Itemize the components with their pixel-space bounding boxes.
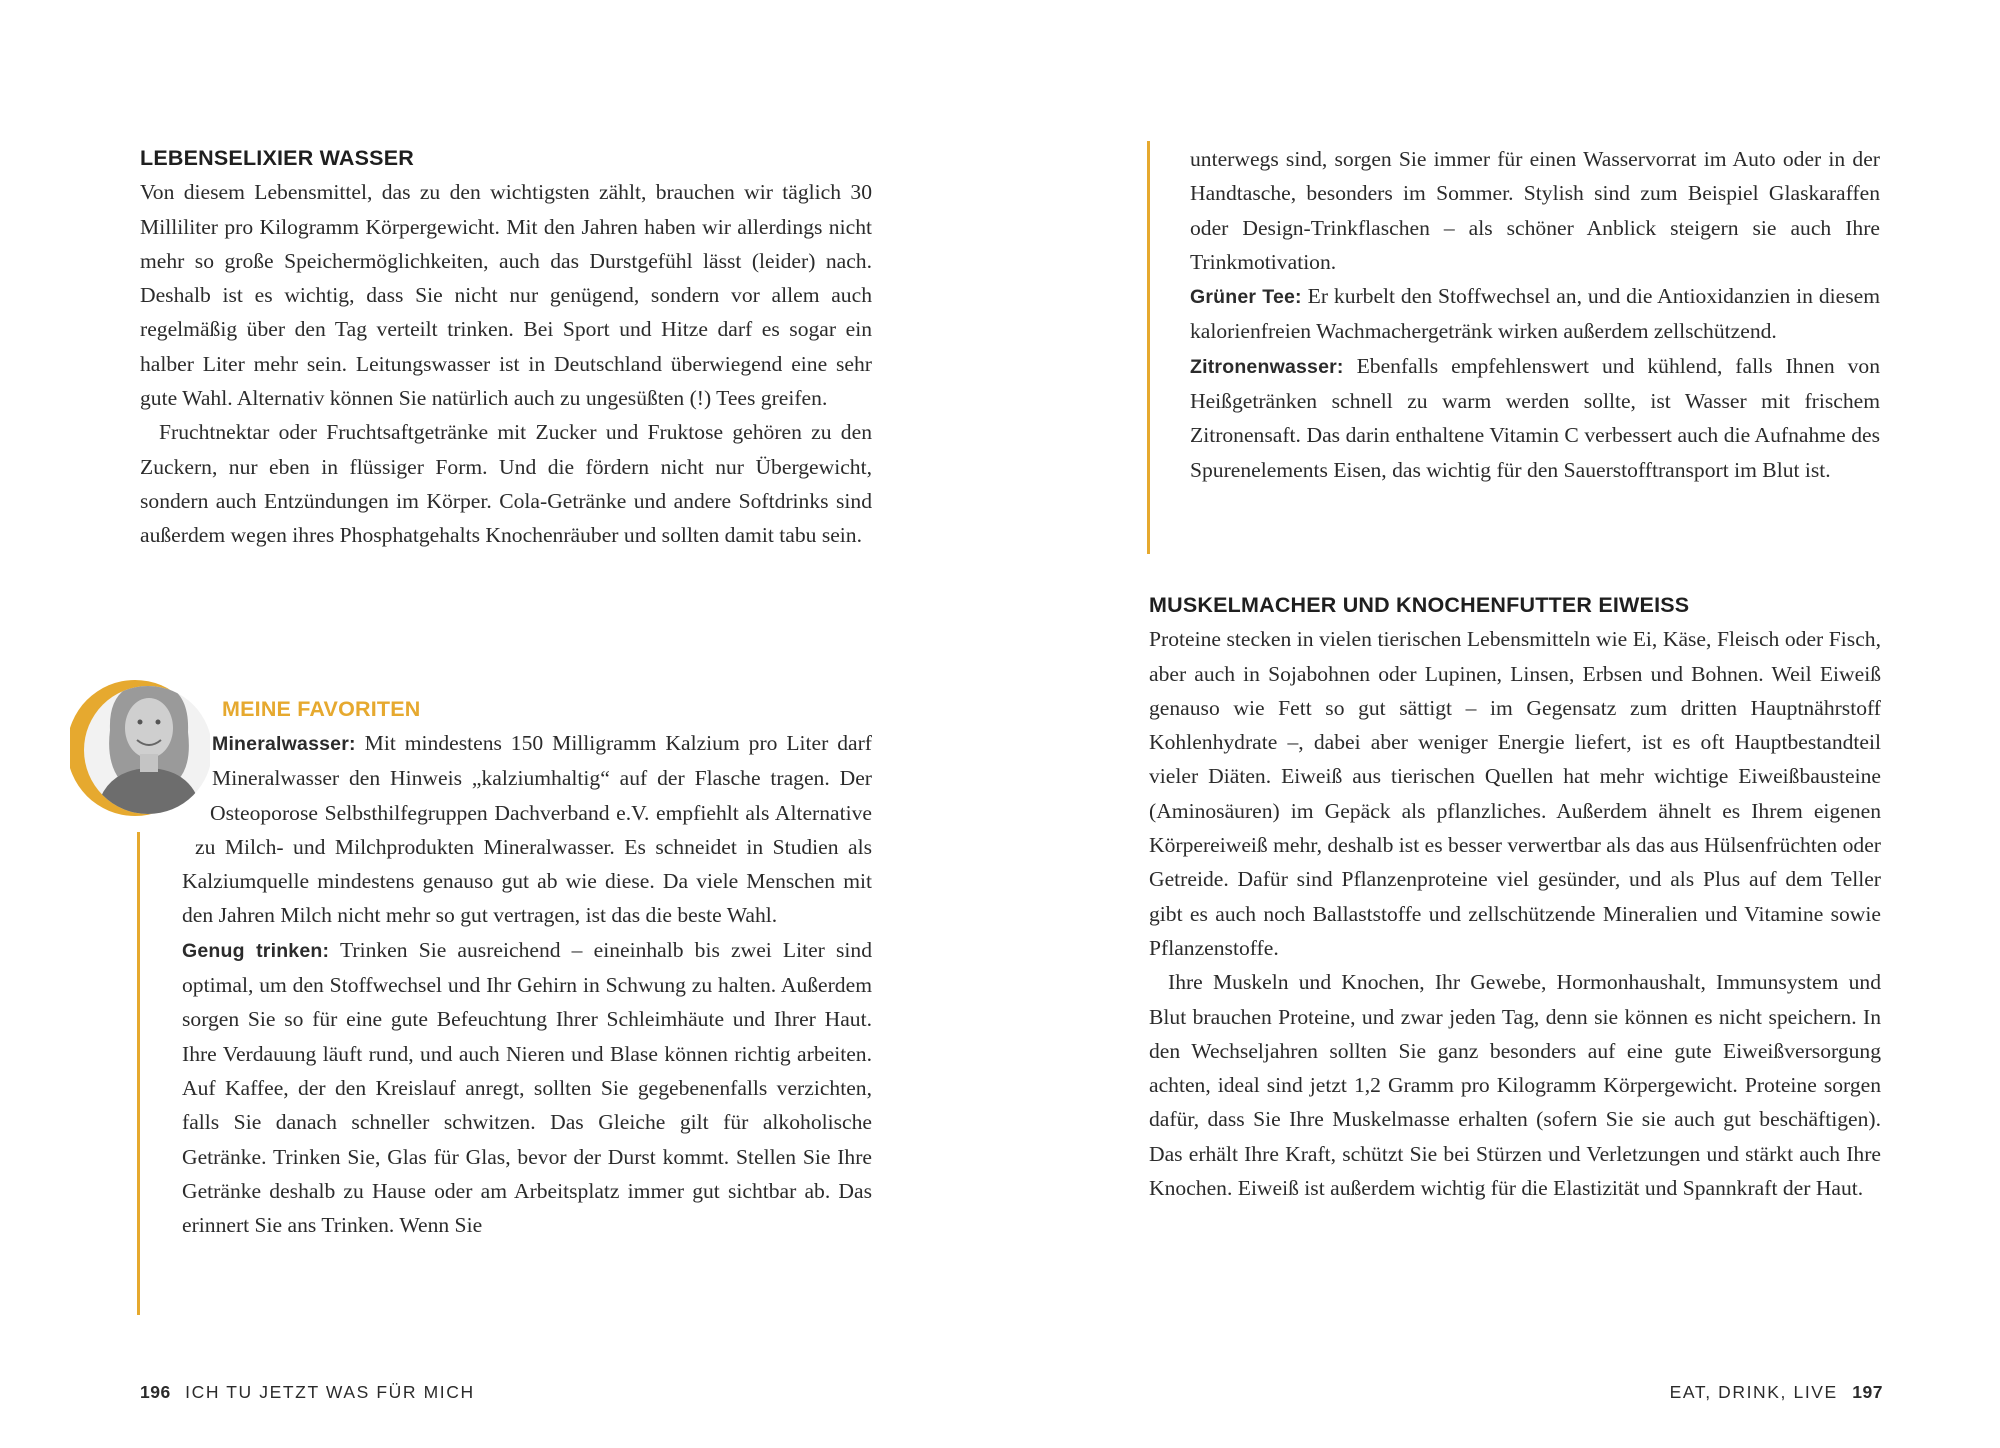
continuation-accent-bar	[1147, 141, 1150, 554]
section-heading: MUSKELMACHER UND KNOCHENFUTTER EIWEISS	[1149, 593, 1690, 617]
wasser-continued-text: unterwegs sind, sorgen Sie immer für einen Wasservorrat im Auto oder in der Handtasche, besonders im Sommer. Stylish sind zum Beispiel Glaskaraffen oder Design-Trinkflaschen – als schöner Anblick steigern sie auch Ihre Trinkmotivation.	[1190, 147, 1880, 274]
favorites-accent-bar	[137, 832, 140, 1315]
paragraph: Proteine stecken in vielen tierischen Lebensmitteln wie Ei, Käse, Fleisch oder Fisch, aber auch in Sojabohnen oder Lupinen, Linsen, Erbsen und Bohnen. Weil Eiweiß genauso wie Fett so gut sättigt – im Gegensatz zum dritten Hauptnährstoff Kohlenhydrate –, dabei aber weniger Energie liefert, ist es oft Hauptbestandteil vieler Diäten. Eiweiß aus tierischen Quellen hat mehr wichtige Eiweißbausteine (Aminosäuren) im Gepäck als pflanzliches. Außerdem ähnelt es Ihrem eigenen Körpereiweiß mehr, deshalb ist es besser verwertbar als das aus Hülsenfrüchten oder Getreide. Dafür sind Pflanzenproteine viel gesünder, und als Plus auf dem Teller gibt es auch noch Ballaststoffe und zellschützende Mineralien und Vitamine sowie Pflanzenstoffe.	[1149, 627, 1881, 960]
right-footer	[1670, 1382, 1883, 1403]
section-lebenselixier-wasser	[140, 141, 872, 553]
genug-trinken-text: Trinken Sie ausreichend – eineinhalb bis zwei Liter sind optimal, um den Stoffwechsel und Ihr Gehirn in Schwung zu halten. Außerdem sorgen Sie so für eine gute Befeuchtung Ihrer Schleimhäute und Ihrer Haut. Ihre Verdauung läuft rund, und auch Nieren und Blase können richtig arbeiten. Auf Kaffee, der den Kreislauf anregt, sollten Sie gegebenenfalls verzichten, falls Sie danach schneller schwitzen. Das Gleiche gilt für alkoholische Getränke. Trinken Sie, Glas für Glas, bevor der Durst kommt. Stellen Sie Ihre Getränke deshalb zu Hause oder am Arbeitsplatz immer gut sichtbar ab. Das erinnert Sie ans Trinken. Wenn Sie	[182, 937, 872, 1238]
favorites-heading: MEINE FAVORITEN	[222, 697, 421, 721]
section-muskelmacher	[1149, 588, 1881, 1205]
favorites-continuation	[1190, 142, 1880, 487]
term-gruener-tee: Grüner Tee:	[1190, 286, 1302, 309]
mineralwasser-block	[182, 726, 872, 1242]
right-page	[1000, 0, 2000, 1448]
term-zitronenwasser: Zitronenwasser:	[1190, 355, 1344, 378]
page-number: 196	[140, 1382, 171, 1402]
section-heading: LEBENSELIXIER WASSER	[140, 146, 414, 170]
mineralwasser-text: Mit mindestens 150 Milligramm Kalzium pro Liter darf Mineralwasser den Hinweis „kalziumhaltig“ auf der Flasche tragen. Der Osteoporose Selbsthilfegruppen Dachverband e.V. empfiehlt als Alternative zu Milch- und Milchprodukten Mineralwasser. Es schneidet in Studien als Kalziumquelle mindestens genauso gut ab wie diese. Da viele Menschen mit den Jahren Milch nicht mehr so gut vertragen, ist das die beste Wahl.	[182, 731, 872, 928]
gruener-tee-text: Er kurbelt den Stoffwechsel an, und die Antioxidanzien in diesem kalorienfreien Wachmachergetränk wirken außerdem zellschützend.	[1190, 284, 1880, 344]
left-footer	[140, 1382, 475, 1403]
paragraph: Von diesem Lebensmittel, das zu den wichtigsten zählt, brauchen wir täglich 30 Milliliter pro Kilogramm Körpergewicht. Mit den Jahren haben wir allerdings nicht mehr so große Speichermöglichkeiten, auch das Durstgefühl lässt (leider) nach. Deshalb ist es wichtig, dass Sie nicht nur genügend, sondern vor allem auch regelmäßig über den Tag verteilt trinken. Bei Sport und Hitze darf es sogar ein halber Liter mehr sein. Leitungswasser ist in Deutschland überwiegend eine sehr gute Wahl. Alternativ können Sie natürlich auch zu ungesüßten (!) Tees greifen.	[140, 180, 872, 411]
paragraph: Fruchtnektar oder Fruchtsaftgetränke mit Zucker und Fruktose gehören zu den Zuckern, nur eben in flüssiger Form. Und die fördern nicht nur Übergewicht, sondern auch Entzündungen im Körper. Cola-Getränke und andere Softdrinks sind außerdem wegen ihres Phosphatgehalts Knochenräuber und sollten damit tabu sein.	[140, 420, 872, 548]
term-mineralwasser: Mineralwasser:	[212, 733, 356, 755]
zitronenwasser-text: Ebenfalls empfehlenswert und kühlend, falls Ihnen von Heißgetränken schnell zu warm werden sollte, ist Wasser mit frischem Zitronensaft. Das darin enthaltene Vitamin C verbessert auch die Aufnahme des Spurenelements Eisen, das wichtig für den Sauerstofftransport im Blut ist.	[1190, 353, 1880, 482]
page-number: 197	[1852, 1382, 1883, 1402]
running-title: EAT, DRINK, LIVE	[1669, 1382, 1838, 1402]
term-genug-trinken: Genug trinken:	[182, 939, 330, 962]
running-title: ICH TU JETZT WAS FÜR MICH	[185, 1382, 475, 1402]
paragraph: Ihre Muskeln und Knochen, Ihr Gewebe, Hormonhaushalt, Immunsystem und Blut brauchen Proteine, und zwar jeden Tag, denn sie können es nicht speichern. In den Wechseljahren sollten Sie ganz besonders auf eine gute Eiweißversorgung achten, ideal sind jetzt 1,2 Gramm pro Kilogramm Körpergewicht. Proteine sorgen dafür, dass Sie Ihre Muskelmasse erhalten (sofern Sie sie auch gut beschäftigen). Das erhält Ihre Kraft, schützt Sie bei Stürzen und Verletzungen und stärkt auch Ihre Knochen. Eiweiß ist außerdem wichtig für die Elastizität und Spannkraft der Haut.	[1149, 970, 1881, 1201]
